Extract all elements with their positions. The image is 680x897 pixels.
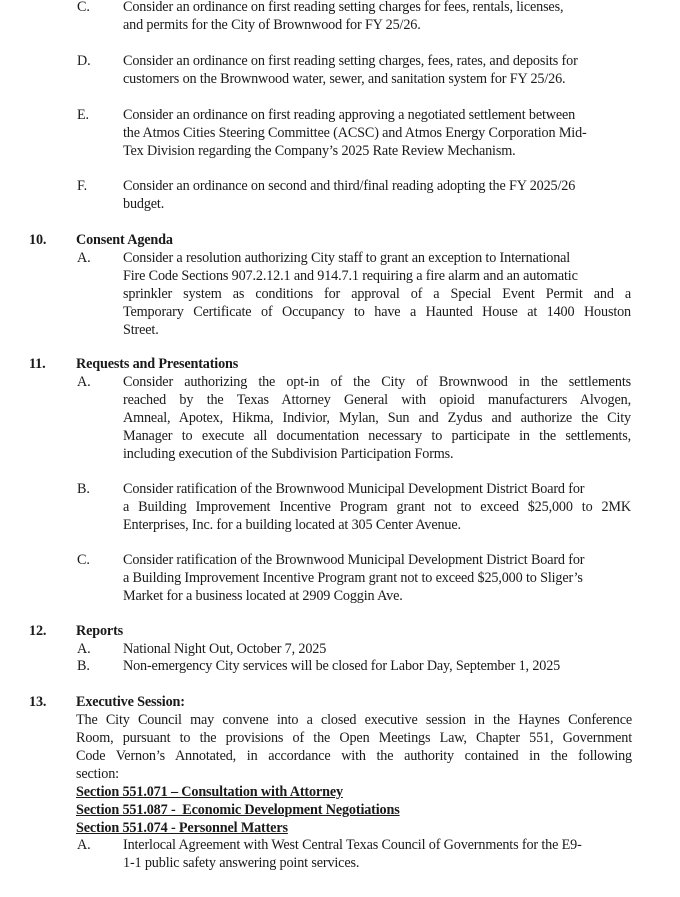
item-letter: B.	[77, 658, 90, 674]
item-letter: C.	[77, 0, 90, 15]
item-text-line: Market for a business located at 2909 Coggin Ave.	[123, 588, 403, 604]
item-text-line: customers on the Brownwood water, sewer, and sanitation system for FY 25/26.	[123, 71, 566, 87]
item-text-line: a Building Improvement Incentive Program grant not to exceed $25,000 to Sliger’s	[123, 570, 583, 586]
item-text-line: National Night Out, October 7, 2025	[123, 641, 327, 657]
item-text-line: Tex Division regarding the Company’s 2025 Rate Review Mechanism.	[123, 143, 516, 159]
item-text-line: budget.	[123, 196, 165, 212]
item-letter: E.	[77, 107, 89, 123]
item-text-line: 1-1 public safety answering point services.	[123, 855, 360, 871]
item-text-line: Interlocal Agreement with West Central Texas Council of Governments for the E9-	[123, 837, 582, 853]
section-title: Requests and Presentations	[76, 356, 239, 372]
item-text-line: Consider an ordinance on second and third/final reading adopting the FY 2025/26	[123, 178, 576, 194]
statute-section-551-087: Section 551.087 - Economic Development Negotiations	[76, 802, 400, 818]
section-title: Consent Agenda	[76, 232, 173, 248]
item-text-line: Consider ratification of the Brownwood Municipal Development District Board for	[123, 552, 585, 568]
item-text-line: Consider an ordinance on first reading approving a negotiated settlement between	[123, 107, 576, 123]
item-text-line: Temporary Certificate of Occupancy to have a Haunted House at 1400 Houston	[123, 304, 631, 320]
section-title: Reports	[76, 623, 124, 639]
item-letter: F.	[77, 178, 88, 194]
item-letter: B.	[77, 481, 90, 497]
session-body-line: Room, pursuant to the provisions of the Open Meetings Law, Chapter 551, Government	[76, 730, 632, 746]
item-text-line: Street.	[123, 322, 159, 338]
item-letter: A.	[77, 641, 91, 657]
statute-section-551-074: Section 551.074 - Personnel Matters	[76, 820, 288, 836]
item-letter: A.	[77, 837, 91, 853]
item-text-line: Amneal, Apotex, Hikma, Indivior, Mylan, Sun and Zydus and authorize the City	[123, 410, 631, 426]
item-text-line: Enterprises, Inc. for a building located at 305 Center Avenue.	[123, 517, 461, 533]
section-number: 11.	[29, 356, 46, 372]
item-text-line: sprinkler system as conditions for approval of a Special Event Permit and a	[123, 286, 631, 302]
item-text-line: Manager to execute all documentation necessary to participate in the settlements,	[123, 428, 631, 444]
section-number: 12.	[29, 623, 47, 639]
item-text-line: Consider an ordinance on first reading setting charges for fees, rentals, licenses,	[123, 0, 564, 15]
session-body-line: Code Vernon’s Annotated, in accordance with the authority contained in the following	[76, 748, 632, 764]
item-text-line: Consider an ordinance on first reading setting charges, fees, rates, and deposits for	[123, 53, 578, 69]
session-body-line: The City Council may convene into a closed executive session in the Haynes Conference	[76, 712, 632, 728]
item-text-line: Fire Code Sections 907.2.12.1 and 914.7.1 requiring a fire alarm and an automatic	[123, 268, 578, 284]
item-text-line: a Building Improvement Incentive Program grant not to exceed $25,000 to 2MK	[123, 499, 631, 515]
item-text-line: including execution of the Subdivision Participation Forms.	[123, 446, 454, 462]
section-title: Executive Session:	[76, 694, 185, 710]
item-text-line: and permits for the City of Brownwood for FY 25/26.	[123, 17, 421, 33]
item-text-line: Consider ratification of the Brownwood Municipal Development District Board for	[123, 481, 585, 497]
item-letter: A.	[77, 250, 91, 266]
session-body-line: section:	[76, 766, 119, 782]
item-text-line: Non-emergency City services will be closed for Labor Day, September 1, 2025	[123, 658, 561, 674]
item-text-line: Consider authorizing the opt-in of the City of Brownwood in the settlements	[123, 374, 631, 390]
section-number: 10.	[29, 232, 47, 248]
item-letter: D.	[77, 53, 91, 69]
item-text-line: the Atmos Cities Steering Committee (ACSC) and Atmos Energy Corporation Mid-	[123, 125, 587, 141]
item-text-line: reached by the Texas Attorney General with opioid manufacturers Alvogen,	[123, 392, 631, 408]
item-letter: A.	[77, 374, 91, 390]
section-number: 13.	[29, 694, 47, 710]
statute-section-551-071: Section 551.071 – Consultation with Attorney	[76, 784, 343, 800]
item-letter: C.	[77, 552, 90, 568]
item-text-line: Consider a resolution authorizing City staff to grant an exception to International	[123, 250, 571, 266]
